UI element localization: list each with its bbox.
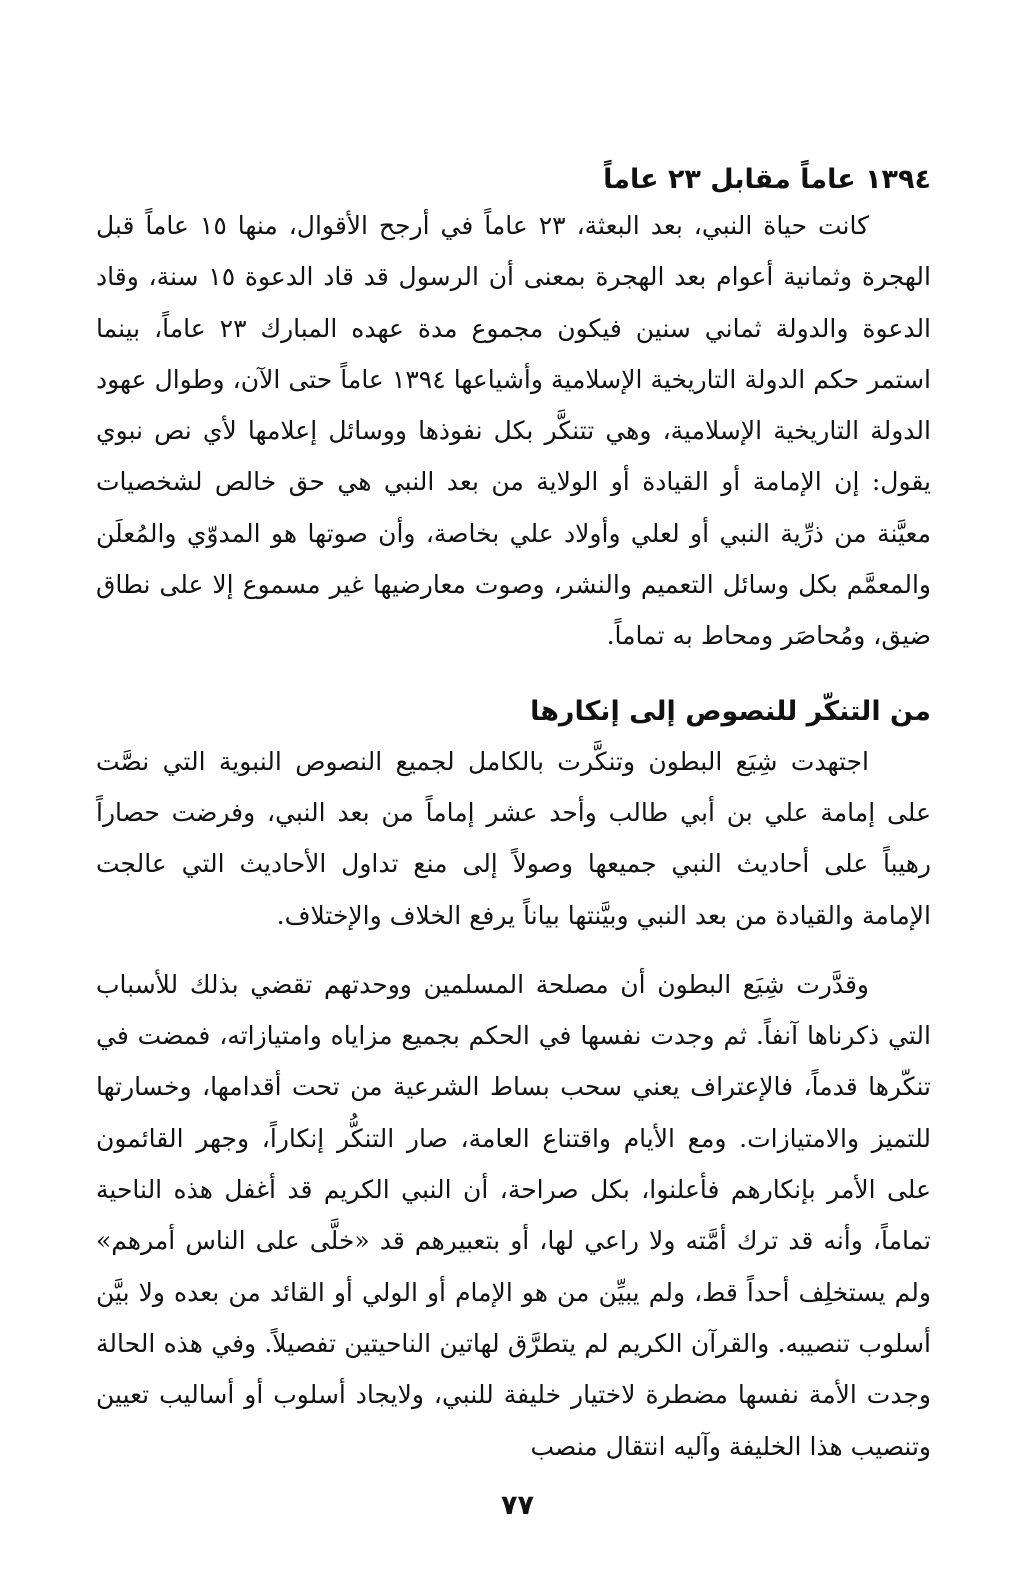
page-number: ٧٧ (501, 1490, 534, 1521)
section-heading-2: من التنكّر للنصوص إلى إنكارها (530, 695, 931, 727)
section-heading-1: ١٣٩٤ عاماً مقابل ٢٣ عاماً (603, 164, 931, 195)
page-body (96, 160, 931, 1472)
paragraph-2: اجتهدت شِيَع البطون وتنكَّرت بالكامل لجميع النصوص النبوية التي نصَّت على إمامة علي بن أبي طالب وأحد عشر إماماً من بعد النبي، وفرضت حصاراً رهيباً على أحاديث النبي جميعها وصولاً إلى منع تداول الأحاديث التي عالجت الإمامة والقيادة من بعد النبي وبيَّنتها بياناً يرفع الخلاف والإختلاف. (96, 746, 931, 930)
paragraph-3: وقدَّرت شِيَع البطون أن مصلحة المسلمين ووحدتهم تقضي بذلك للأسباب التي ذكرناها آنفاً. ثم وجدت نفسها في الحكم بجميع مزاياه وامتيازاته، فمضت في تنكّرها قدماً، فالإعتراف يعني سحب بساط الشرعية من تحت أقدامها، وخسارتها للتميز والامتيازات. ومع الأيام واقتناع العامة، صار التنكُّر إنكاراً، وجهر القائمون على الأمر بإنكارهم فأعلنوا، بكل صراحة، أن النبي الكريم قد أغفل هذه الناحية تماماً، وأنه قد ترك أمَّته ولا راعي لها، أو بتعبيرهم قد «خلَّى على الناس أمرهم» ولم يستخلِف أحداً قط، ولم يبيِّن من هو الإمام أو الولي أو القائد من بعده ولا بيَّن أسلوب تنصيبه. والقرآن الكريم لم يتطرَّق لهاتين الناحيتين تفصيلاً. وفي هذه الحالة وجدت الأمة نفسها مضطرة لاختيار خليفة للنبي، ولايجاد أسلوب أو أساليب تعيين وتنصيب هذا الخليفة وآليه انتقال منصب (96, 969, 931, 1461)
paragraph-1: كانت حياة النبي، بعد البعثة، ٢٣ عاماً في أرجح الأقوال، منها ١٥ عاماً قبل الهجرة وثمانية أعوام بعد الهجرة بمعنى أن الرسول قد قاد الدعوة ١٥ سنة، وقاد الدعوة والدولة ثماني سنين فيكون مجموع مدة عهده المبارك ٢٣ عاماً، بينما استمر حكم الدولة التاريخية الإسلامية وأشياعها ١٣٩٤ عاماً حتى الآن، وطوال عهود الدولة التاريخية الإسلامية، وهي تتنكَّر بكل نفوذها ووسائل إعلامها لأي نص نبوي يقول: إن الإمامة أو القيادة أو الولاية من بعد النبي هي حق خالص لشخصيات معيَّنة من ذرِّية النبي أو لعلي وأولاد علي بخاصة، وأن صوتها هو المدوّي والمُعلَن والمعمَّم بكل وسائل التعميم والنشر، وصوت معارضيها غير مسموع إلا على نطاق ضيق، ومُحاصَر ومحاط به تماماً. (96, 211, 932, 651)
